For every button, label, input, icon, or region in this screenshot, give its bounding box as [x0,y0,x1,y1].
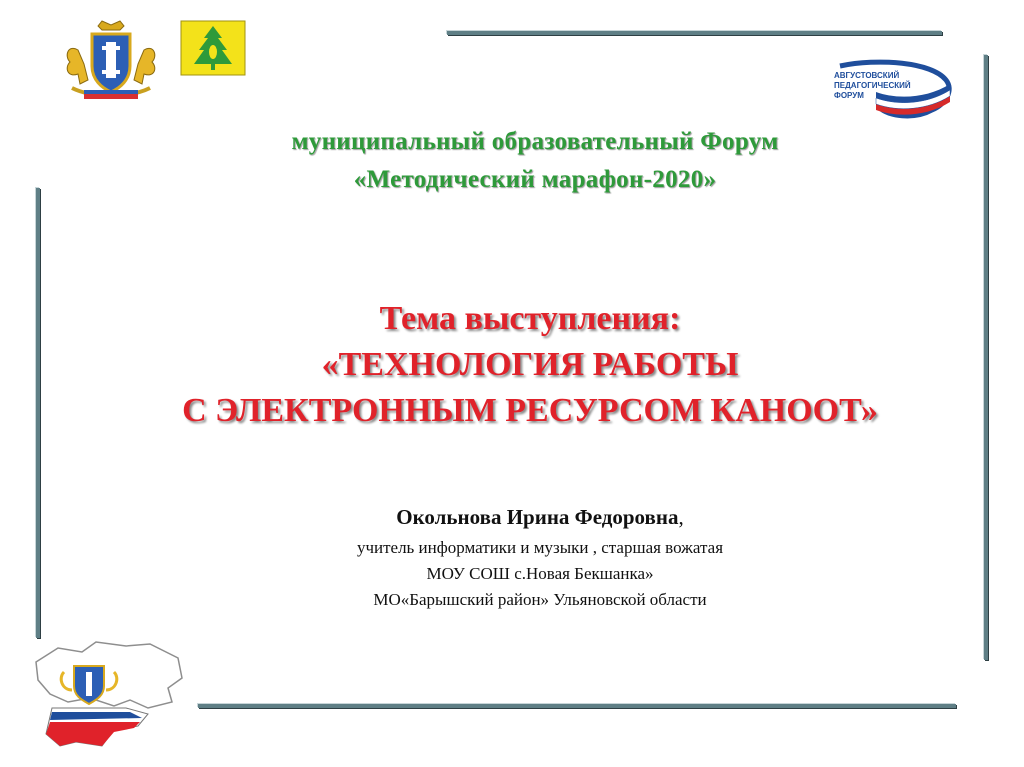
forum-logo-icon [828,58,956,130]
topic-line-2: С ЭЛЕКТРОННЫМ РЕСУРСОМ КАНООТ» [182,392,878,429]
author-name-text: Окольнова Ирина Федоровна [396,505,679,529]
topic-label: Тема выступления: [379,300,681,337]
frame-bottom-line [198,704,956,708]
author-name [260,505,820,530]
author-position: учитель информатики и музыки , старшая вожатая [356,538,724,557]
forum-title-line-2: «Методический марафон-2020» [353,166,717,193]
frame-right-line [984,55,988,660]
frame-left-line [36,188,40,638]
author-district: МО«Барышский район» Ульяновской области [373,590,707,609]
author-school: МОУ СОШ с.Новая Бекшанка» [426,564,654,583]
forum-title-line-1: муниципальный образовательный Форум [291,128,779,155]
logo-line-1: АВГУСТОВСКИЙ [834,71,900,80]
topic-line-1: «ТЕХНОЛОГИЯ РАБОТЫ [321,346,739,383]
logo-line-2: ПЕДАГОГИЧЕСКИЙ [834,81,911,90]
logo-line-3: ФОРУМ [834,91,864,100]
frame-top-line [447,31,942,35]
tree-emblem-icon [180,20,246,76]
region-map-icon [30,638,190,750]
author-name-comma: , [678,505,684,529]
ulyanovsk-coat-of-arms-icon [58,20,164,102]
